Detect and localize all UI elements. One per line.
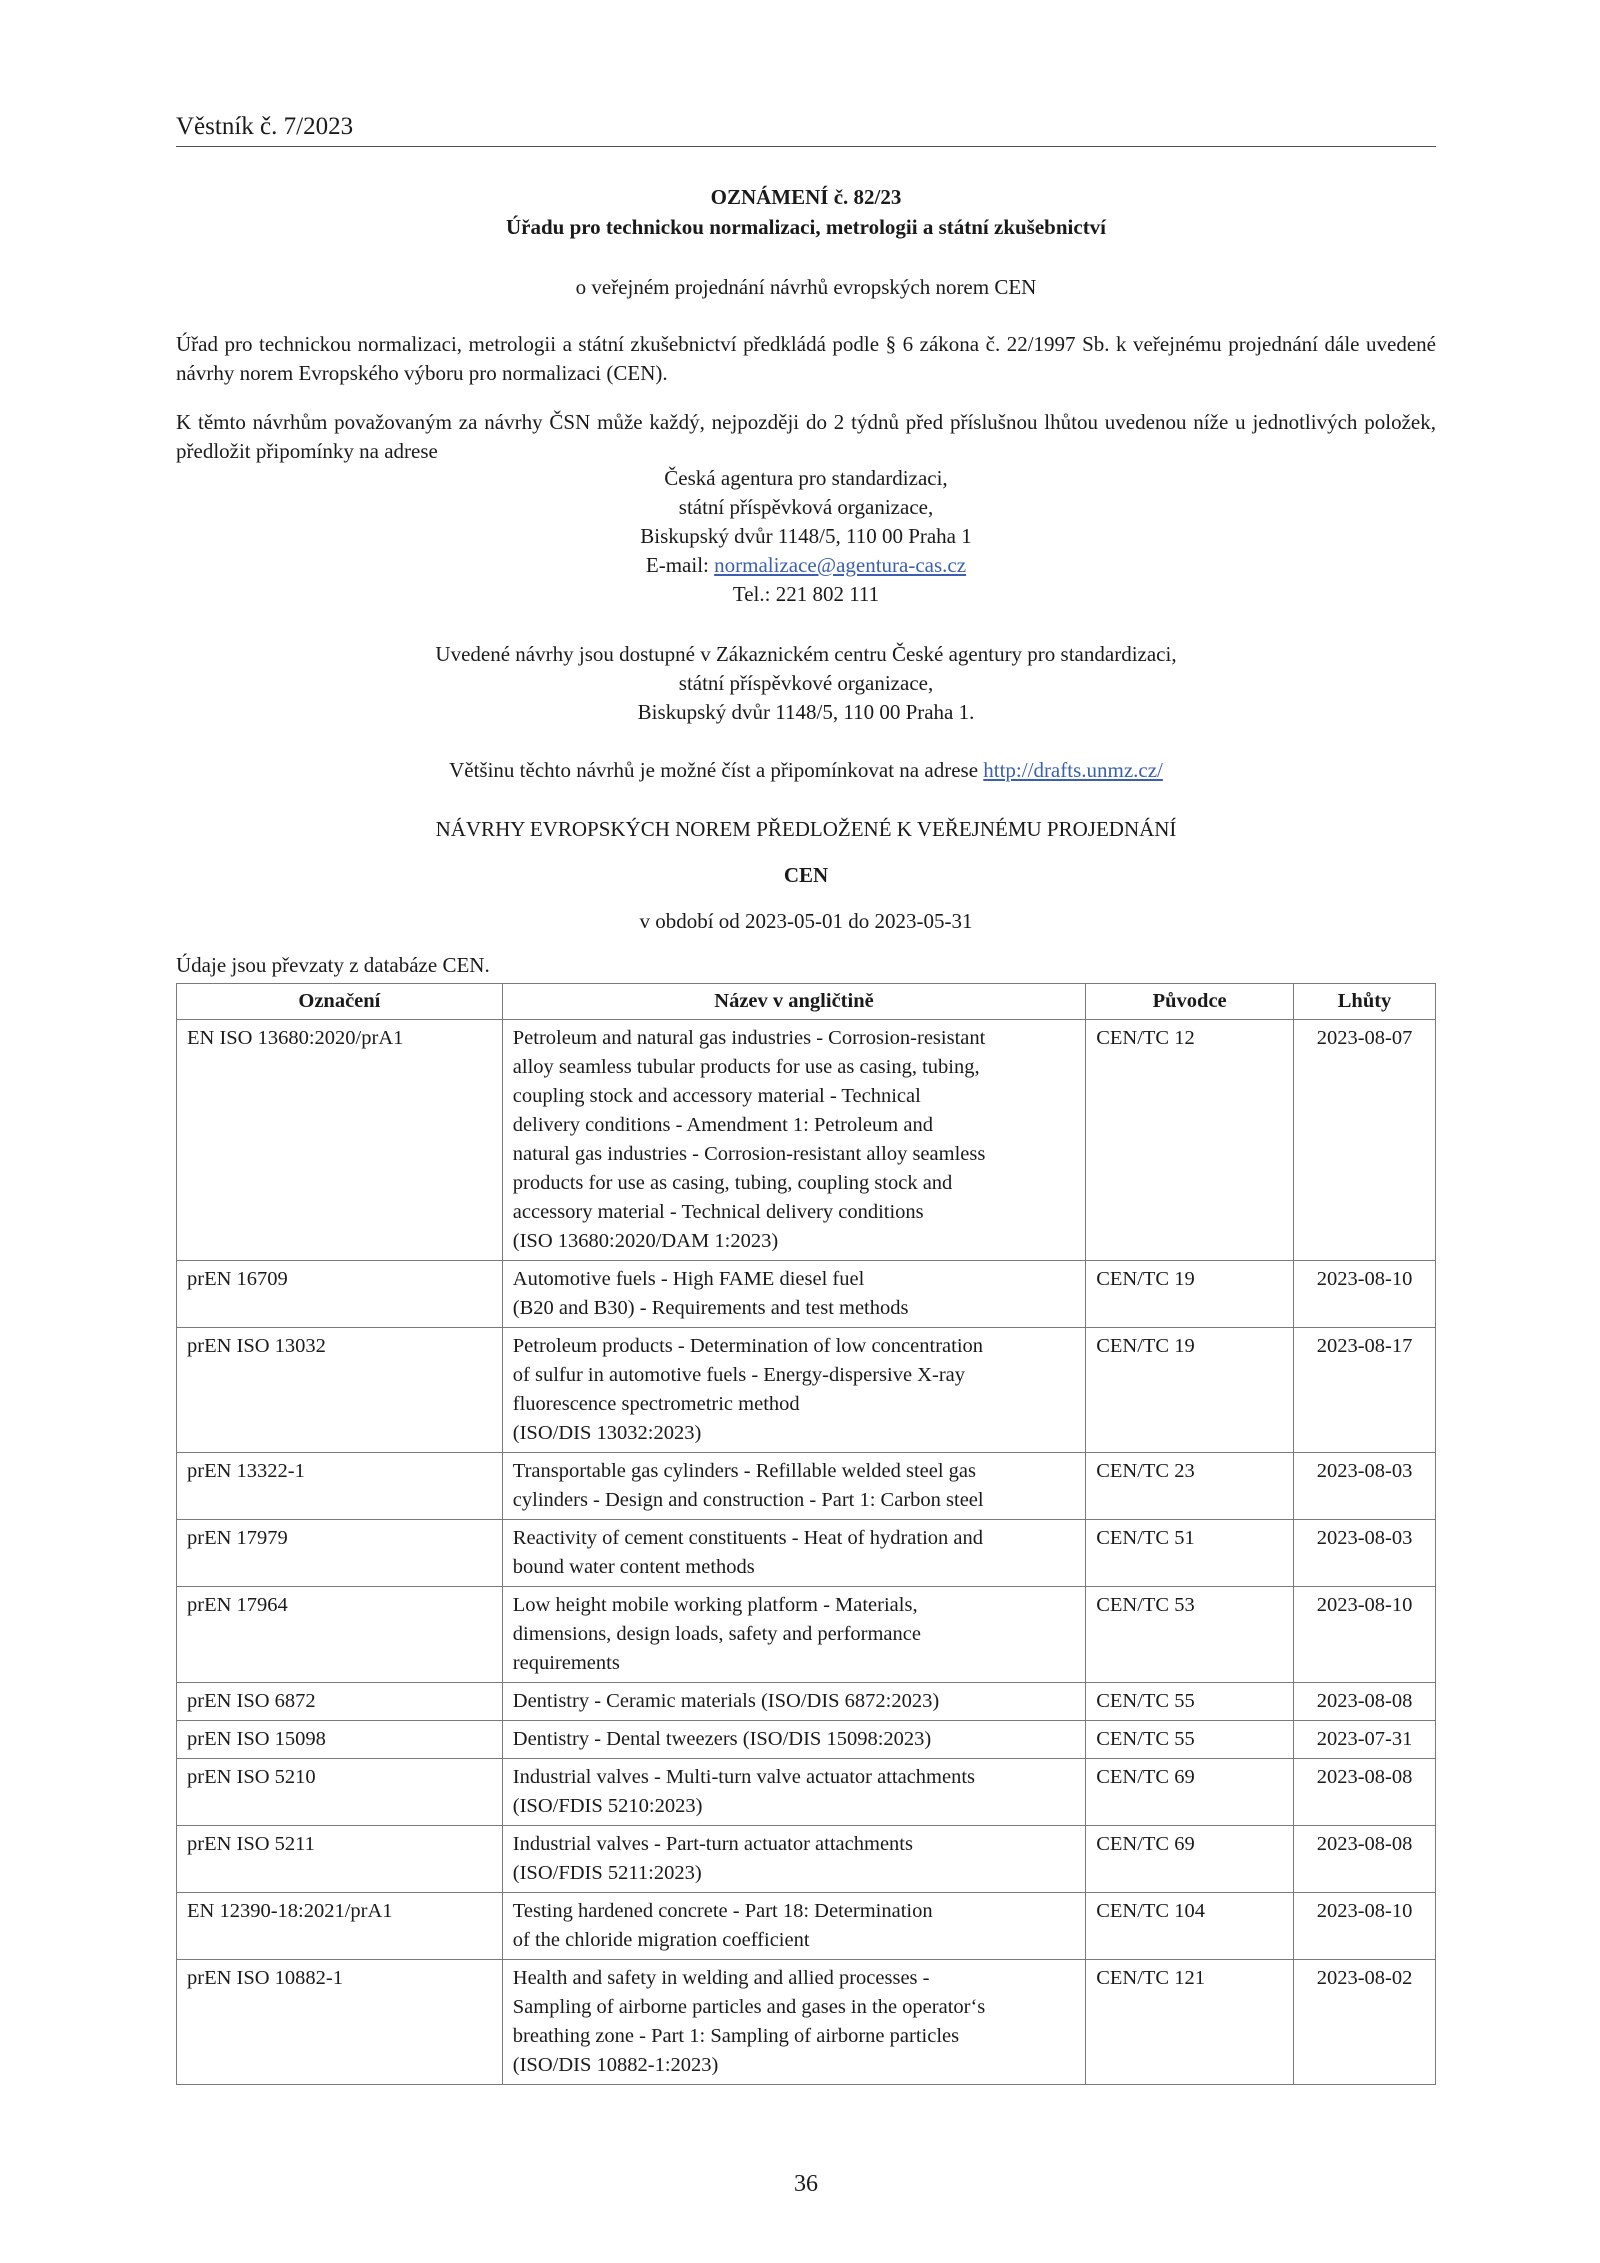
column-header-deadline: Lhůty xyxy=(1294,984,1436,1020)
cell-designation: prEN ISO 6872 xyxy=(177,1683,503,1721)
title-line: Low height mobile working platform - Materials, xyxy=(512,1594,918,1616)
title-line: of sulfur in automotive fuels - Energy-dispersive X-ray xyxy=(512,1364,965,1386)
title-line: Dentistry - Dental tweezers (ISO/DIS 15098:2023) xyxy=(512,1728,932,1750)
address-line: Biskupský dvůr 1148/5, 110 00 Praha 1 xyxy=(640,524,972,548)
title-line: (B20 and B30) - Requirements and test methods xyxy=(512,1297,909,1319)
table-row xyxy=(177,1328,1436,1453)
cell-title xyxy=(502,1520,1085,1587)
cell-originator: CEN/TC 55 xyxy=(1086,1721,1294,1759)
source-note: Údaje jsou převzaty z databáze CEN. xyxy=(176,953,490,977)
cell-designation: prEN ISO 10882-1 xyxy=(177,1960,503,2085)
cell-title xyxy=(502,1020,1085,1261)
issuer-name: Úřadu pro technickou normalizaci, metrologii a státní zkušebnictví xyxy=(505,215,1107,239)
cell-deadline: 2023-08-10 xyxy=(1294,1893,1436,1960)
cell-originator: CEN/TC 69 xyxy=(1086,1826,1294,1893)
title-line: Automotive fuels - High FAME diesel fuel xyxy=(512,1268,865,1290)
cell-title xyxy=(502,1683,1085,1721)
address-line: Česká agentura pro standardizaci, xyxy=(664,466,948,490)
cell-title xyxy=(502,1587,1085,1683)
address-block xyxy=(176,464,1436,609)
drafts-line xyxy=(176,756,1436,785)
title-line: coupling stock and accessory material - Technical xyxy=(512,1085,921,1107)
availability-line: státní příspěvkové organizace, xyxy=(678,671,934,695)
title-line: Testing hardened concrete - Part 18: Determination xyxy=(512,1900,933,1922)
table-row xyxy=(177,1759,1436,1826)
cell-deadline: 2023-08-08 xyxy=(1294,1759,1436,1826)
cell-originator: CEN/TC 121 xyxy=(1086,1960,1294,2085)
title-line: (ISO/DIS 10882-1:2023) xyxy=(512,2054,719,2076)
cell-deadline: 2023-08-07 xyxy=(1294,1020,1436,1261)
title-line: (ISO/FDIS 5211:2023) xyxy=(512,1862,702,1884)
cell-deadline: 2023-08-10 xyxy=(1294,1261,1436,1328)
cell-designation: EN 12390-18:2021/prA1 xyxy=(177,1893,503,1960)
availability-line: Biskupský dvůr 1148/5, 110 00 Praha 1. xyxy=(637,700,975,724)
cell-title xyxy=(502,1453,1085,1520)
notice-subject: o veřejném projednání návrhů evropských norem CEN xyxy=(575,275,1037,299)
title-line: delivery conditions - Amendment 1: Petroleum and xyxy=(512,1114,933,1136)
cell-deadline: 2023-08-03 xyxy=(1294,1453,1436,1520)
cell-title xyxy=(502,1893,1085,1960)
cell-designation: prEN ISO 5211 xyxy=(177,1826,503,1893)
table-row xyxy=(177,1721,1436,1759)
email-label: E-mail: xyxy=(645,553,715,577)
section-title: NÁVRHY EVROPSKÝCH NOREM PŘEDLOŽENÉ K VEŘEJNÉMU PROJEDNÁNÍ xyxy=(435,817,1177,841)
cell-originator: CEN/TC 53 xyxy=(1086,1587,1294,1683)
table-row xyxy=(177,1520,1436,1587)
cell-originator: CEN/TC 69 xyxy=(1086,1759,1294,1826)
title-line: Petroleum products - Determination of low concentration xyxy=(512,1335,984,1357)
column-header-originator: Původce xyxy=(1086,984,1294,1020)
title-line: alloy seamless tubular products for use as casing, tubing, xyxy=(512,1056,980,1078)
drafts-link[interactable]: http://drafts.unmz.cz/ xyxy=(983,758,1163,782)
title-line: Health and safety in welding and allied processes - xyxy=(512,1967,930,1989)
cell-originator: CEN/TC 55 xyxy=(1086,1683,1294,1721)
cell-originator: CEN/TC 51 xyxy=(1086,1520,1294,1587)
cell-designation: prEN 13322-1 xyxy=(177,1453,503,1520)
cell-title xyxy=(502,1759,1085,1826)
table-row xyxy=(177,1960,1436,2085)
table-row xyxy=(177,1826,1436,1893)
title-line: natural gas industries - Corrosion-resistant alloy seamless xyxy=(512,1143,986,1165)
address-line: státní příspěvková organizace, xyxy=(678,495,934,519)
title-line: of the chloride migration coefficient xyxy=(512,1929,810,1951)
title-line: (ISO/DIS 13032:2023) xyxy=(512,1422,702,1444)
table-row xyxy=(177,1683,1436,1721)
cell-title xyxy=(502,1960,1085,2085)
cell-title xyxy=(502,1721,1085,1759)
title-line: dimensions, design loads, safety and performance xyxy=(512,1623,921,1645)
title-line: requirements xyxy=(512,1652,620,1674)
cell-title xyxy=(502,1261,1085,1328)
section-body-name: CEN xyxy=(783,863,829,887)
title-line: (ISO 13680:2020/DAM 1:2023) xyxy=(512,1230,779,1252)
availability-block xyxy=(176,640,1436,727)
running-head: Věstník č. 7/2023 xyxy=(176,112,1436,147)
title-line: Industrial valves - Part-turn actuator attachments xyxy=(512,1833,913,1855)
table-row xyxy=(177,1020,1436,1261)
cell-deadline: 2023-08-10 xyxy=(1294,1587,1436,1683)
availability-line: Uvedené návrhy jsou dostupné v Zákaznickém centru České agentury pro standardizaci, xyxy=(435,642,1177,666)
cell-originator: CEN/TC 23 xyxy=(1086,1453,1294,1520)
intro-paragraph: Úřad pro technickou normalizaci, metrologii a státní zkušebnictví předkládá podle § 6 zákona č. 22/1997 Sb. k veřejnému projednání dále uvedené návrhy norem Evropského výboru pro normalizaci (CEN). xyxy=(176,332,1436,385)
cell-originator: CEN/TC 19 xyxy=(1086,1328,1294,1453)
title-line: Transportable gas cylinders - Refillable welded steel gas xyxy=(512,1460,976,1482)
title-line: Dentistry - Ceramic materials (ISO/DIS 6872:2023) xyxy=(512,1690,940,1712)
cell-deadline: 2023-08-08 xyxy=(1294,1826,1436,1893)
comments-paragraph: K těmto návrhům považovaným za návrhy ČSN může každý, nejpozději do 2 týdnů před příslušnou lhůtou uvedenou níže u jednotlivých položek, předložit připomínky na adrese xyxy=(176,410,1436,463)
cell-title xyxy=(502,1826,1085,1893)
title-line: (ISO/FDIS 5210:2023) xyxy=(512,1795,703,1817)
cell-designation: prEN ISO 13032 xyxy=(177,1328,503,1453)
table-row xyxy=(177,1453,1436,1520)
table-row xyxy=(177,1261,1436,1328)
title-line: cylinders - Design and construction - Part 1: Carbon steel xyxy=(512,1489,984,1511)
title-line: Petroleum and natural gas industries - Corrosion-resistant xyxy=(512,1027,986,1049)
table-row xyxy=(177,1587,1436,1683)
cell-deadline: 2023-08-02 xyxy=(1294,1960,1436,2085)
title-line: products for use as casing, tubing, coupling stock and xyxy=(512,1172,953,1194)
email-line xyxy=(176,551,1436,580)
cell-designation: prEN ISO 15098 xyxy=(177,1721,503,1759)
cell-deadline: 2023-08-17 xyxy=(1294,1328,1436,1453)
cell-originator: CEN/TC 19 xyxy=(1086,1261,1294,1328)
phone-line: Tel.: 221 802 111 xyxy=(732,582,880,606)
title-line: Reactivity of cement constituents - Heat of hydration and xyxy=(512,1527,983,1549)
period-line: v období od 2023-05-01 do 2023-05-31 xyxy=(639,909,973,933)
cell-designation: prEN ISO 5210 xyxy=(177,1759,503,1826)
cell-designation: EN ISO 13680:2020/prA1 xyxy=(177,1020,503,1261)
cell-deadline: 2023-08-03 xyxy=(1294,1520,1436,1587)
cell-originator: CEN/TC 104 xyxy=(1086,1893,1294,1960)
column-header-designation: Označení xyxy=(177,984,503,1020)
cell-designation: prEN 17964 xyxy=(177,1587,503,1683)
table-body xyxy=(177,1020,1436,2085)
title-line: bound water content methods xyxy=(512,1556,755,1578)
title-line: breathing zone - Part 1: Sampling of airborne particles xyxy=(512,2025,960,2047)
cell-designation: prEN 16709 xyxy=(177,1261,503,1328)
cell-designation: prEN 17979 xyxy=(177,1520,503,1587)
title-line: fluorescence spectrometric method xyxy=(512,1393,800,1415)
column-header-title: Název v angličtině xyxy=(502,984,1085,1020)
drafts-text: Většinu těchto návrhů je možné číst a připomínkovat na adrese xyxy=(449,758,984,782)
title-line: Industrial valves - Multi-turn valve actuator attachments xyxy=(512,1766,976,1788)
table-header-row xyxy=(177,984,1436,1020)
table-row xyxy=(177,1893,1436,1960)
notice-number: OZNÁMENÍ č. 82/23 xyxy=(710,185,902,209)
email-link[interactable]: normalizace@agentura-cas.cz xyxy=(714,553,967,577)
cell-title xyxy=(502,1328,1085,1453)
norms-table xyxy=(176,983,1436,2085)
cell-deadline: 2023-07-31 xyxy=(1294,1721,1436,1759)
cell-deadline: 2023-08-08 xyxy=(1294,1683,1436,1721)
page-number: 36 xyxy=(794,2171,818,2197)
title-line: Sampling of airborne particles and gases in the operator‘s xyxy=(512,1996,986,2018)
cell-originator: CEN/TC 12 xyxy=(1086,1020,1294,1261)
title-line: accessory material - Technical delivery conditions xyxy=(512,1201,924,1223)
